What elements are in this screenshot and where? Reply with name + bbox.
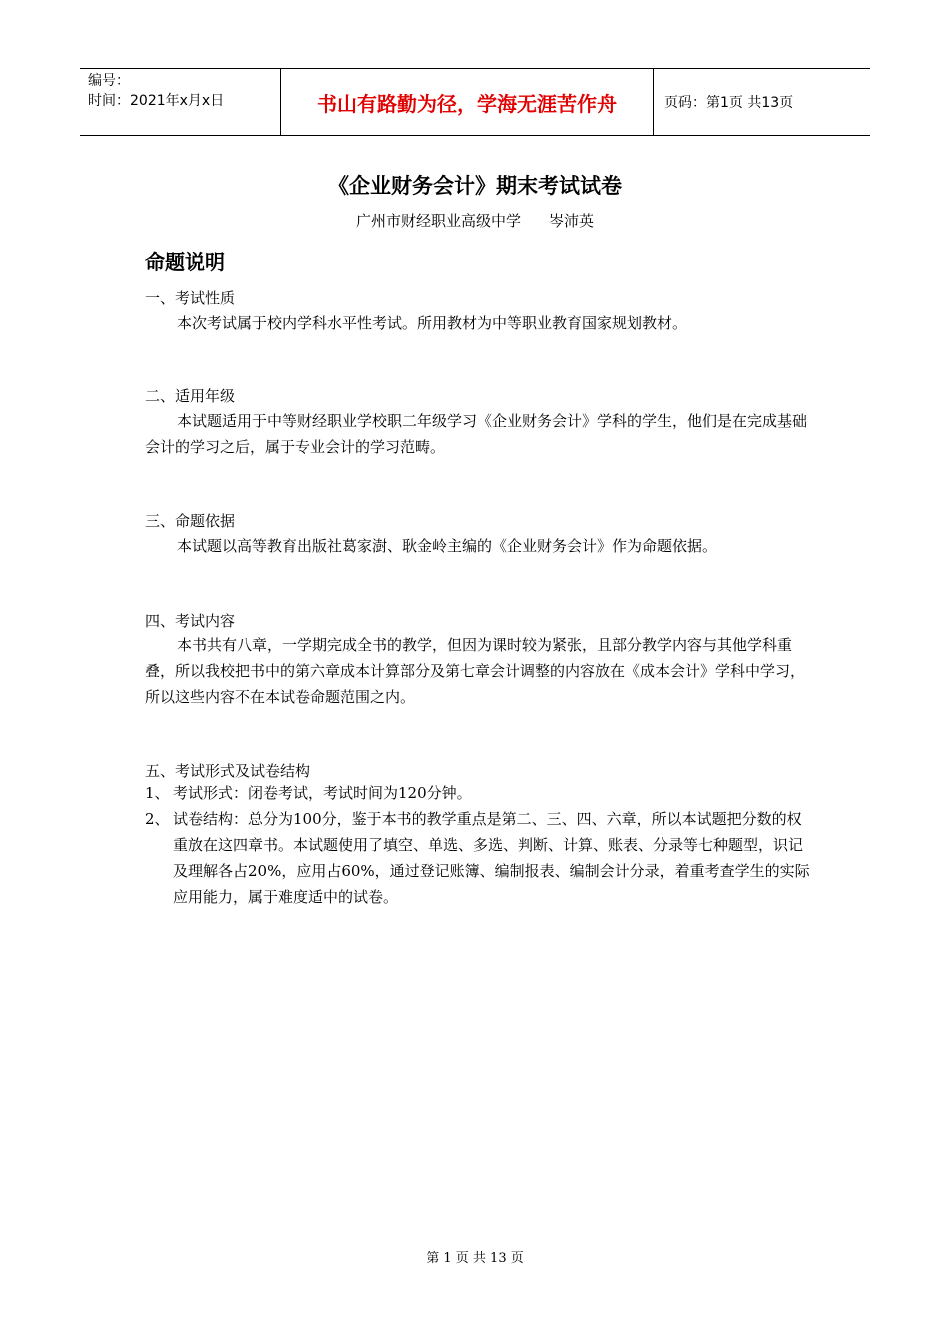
list-item bbox=[145, 780, 810, 806]
page-footer: 第 1 页 共 13 页 bbox=[426, 1251, 524, 1266]
header-table bbox=[80, 68, 870, 136]
author-name: 岑沛英 bbox=[549, 212, 595, 230]
section-body: 本次考试属于校内学科水平性考试。所用教材为中等职业教育国家规划教材。 bbox=[177, 314, 688, 332]
section-heading: 四、考试内容 bbox=[145, 612, 236, 630]
section-heading: 三、命题依据 bbox=[145, 512, 236, 530]
header-motto: 书山有路勤为径，学海无涯苦作舟 bbox=[281, 69, 654, 135]
section-body: 本书共有八章，一学期完成全书的教学，但因为课时较为紧张，且部分教学内容与其他学科重叠，所以我校把书中的第六章成本计算部分及第七章会计调整的内容放在《成本会计》学科中学习，所以这些内容不在本试卷命题范围之内。 bbox=[145, 636, 806, 706]
document-title: 《企业财务会计》期末考试试卷 bbox=[328, 174, 622, 198]
list-item-number: 1、 bbox=[145, 784, 170, 802]
section-body: 本试题以高等教育出版社葛家澍、耿金岭主编的《企业财务会计》作为命题依据。 bbox=[177, 537, 718, 555]
school-name: 广州市财经职业高级中学 bbox=[355, 212, 521, 230]
list-item-number: 2、 bbox=[145, 810, 170, 828]
header-meta bbox=[80, 69, 281, 135]
header-page-info: 页码：第1页 共13页 bbox=[664, 95, 794, 111]
list-item-text: 试卷结构：总分为100分，鉴于本书的教学重点是第二、三、四、六章，所以本试题把分数的权重放在这四章书。本试题使用了填空、单选、多选、判断、计算、账表、分录等七种题型，识记及理解各占20%，应用占60%，通过登记账簿、编制报表、编制会计分录，着重考查学生的实际应用能力，属于难度适中的试卷。 bbox=[173, 810, 810, 906]
author-line bbox=[0, 210, 950, 231]
time-label: 时间：2021年x月x日 bbox=[88, 93, 225, 109]
list-item-text: 考试形式：闭卷考试，考试时间为120分钟。 bbox=[173, 784, 472, 802]
serial-label: 编号： bbox=[88, 73, 130, 89]
section-body: 本试题适用于中等财经职业学校职二年级学习《企业财务会计》学科的学生，他们是在完成基础会计的学习之后，属于专业会计的学习范畴。 bbox=[145, 412, 808, 456]
section-heading: 二、适用年级 bbox=[145, 387, 236, 405]
section-heading: 一、考试性质 bbox=[145, 289, 236, 307]
list-item bbox=[145, 806, 810, 910]
section-title: 命题说明 bbox=[145, 250, 225, 274]
section-heading: 五、考试形式及试卷结构 bbox=[145, 762, 311, 780]
